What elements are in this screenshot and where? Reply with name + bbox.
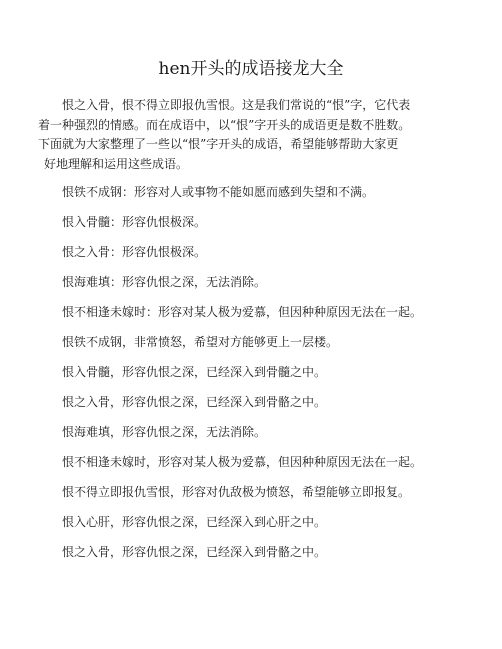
intro-line: 下面就为大家整理了一些以“恨”字开头的成语，希望能够帮助大家更 [38,137,399,151]
intro-line: 着一种强烈的情感。而在成语中，以“恨”字开头的成语更是数不胜数。 [38,117,411,132]
document-title: hen开头的成语接龙大全 [158,59,344,79]
idiom-entry: 恨海难填：形容仇恨之深，无法消除。 [62,275,267,289]
idiom-entry: 恨不相逢未嫁时：形容对某人极为爱慕，但因种种原因无法在一起。 [62,305,423,319]
intro-line: 恨之入骨，恨不得立即报仇雪恨。这是我们常说的“恨”字，它代表 [62,98,411,112]
intro-paragraph [38,96,478,174]
idiom-list [62,184,482,574]
idiom-entry: 恨海难填，形容仇恨之深，无法消除。 [62,425,267,439]
idiom-entry: 恨铁不成钢，非常愤怒，希望对方能够更上一层楼。 [62,335,339,349]
idiom-entry: 恨铁不成钢：形容对人或事物不能如愿而感到失望和不满。 [62,185,375,199]
idiom-entry: 恨不相逢未嫁时，形容对某人极为爱慕，但因种种原因无法在一起。 [62,455,423,469]
idiom-entry: 恨入心肝，形容仇恨之深，已经深入到心肝之中。 [62,515,327,529]
idiom-entry: 恨之入骨，形容仇恨之深，已经深入到骨骼之中。 [62,395,327,409]
intro-line: 好地理解和运用这些成语。 [44,156,189,171]
idiom-entry: 恨之入骨：形容仇恨极深。 [62,245,207,259]
idiom-entry: 恨入骨髓：形容仇恨极深。 [62,215,207,229]
idiom-entry: 恨不得立即报仇雪恨，形容对仇敌极为愤怒，希望能够立即报复。 [62,485,411,499]
idiom-entry: 恨入骨髓，形容仇恨之深，已经深入到骨髓之中。 [62,365,327,379]
idiom-entry: 恨之入骨，形容仇恨之深，已经深入到骨骼之中。 [62,545,327,559]
